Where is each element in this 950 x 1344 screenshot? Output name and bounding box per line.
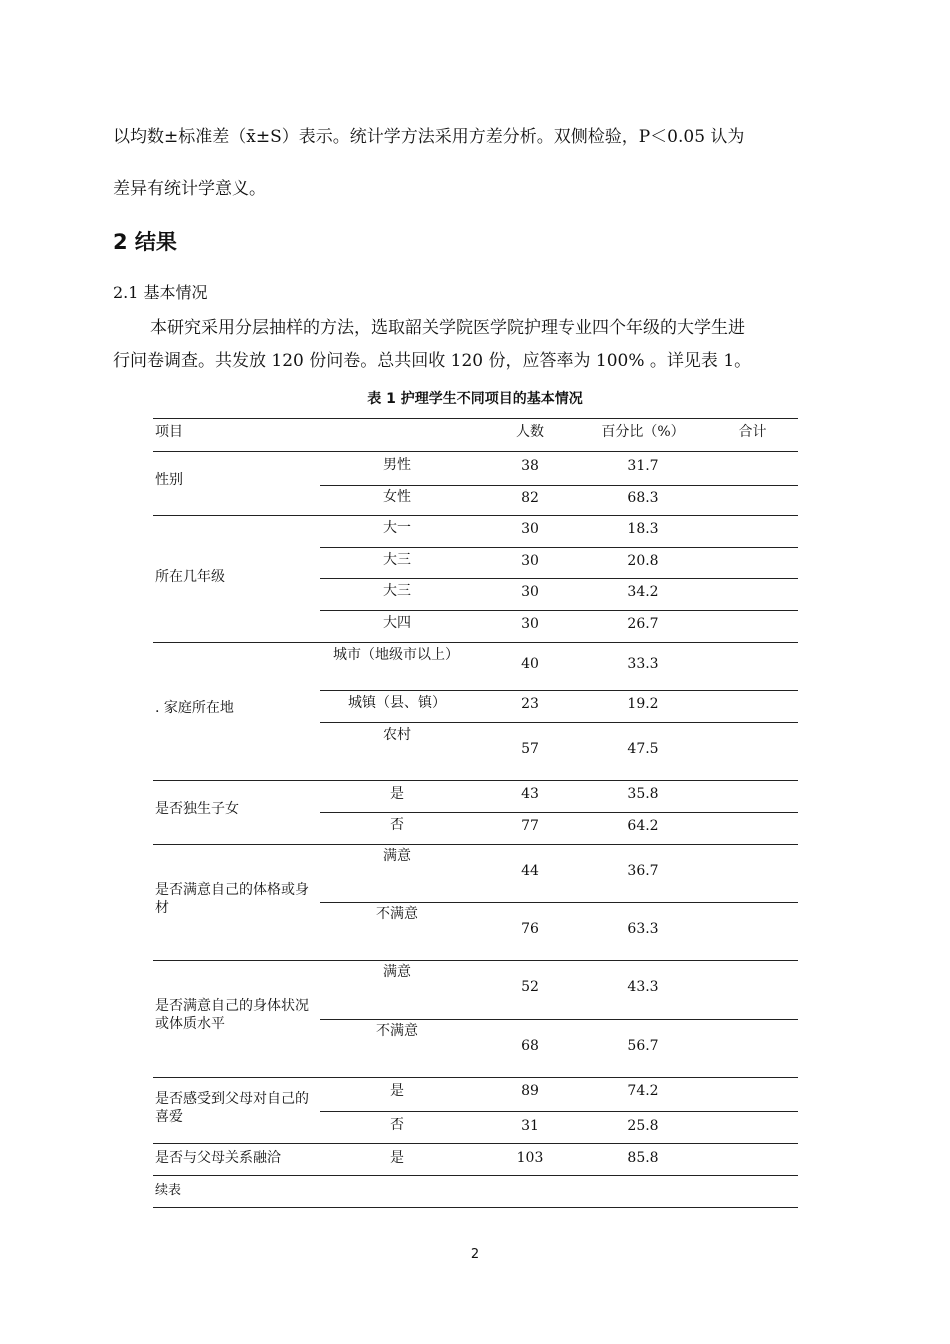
count-cell: 30 <box>521 616 539 632</box>
percent-cell: 64.2 <box>627 818 659 834</box>
table-header-total: 合计 <box>738 424 767 440</box>
percent-cell: 35.8 <box>627 786 659 802</box>
percent-cell: 19.2 <box>627 696 659 712</box>
count-cell: 52 <box>521 979 539 995</box>
paragraph-line: 本研究采用分层抽样的方法，选取韶关学院医学院护理专业四个年级的大学生进 <box>150 318 745 338</box>
paragraph-line: 行问卷调查。共发放 120 份问卷。总共回收 120 份，应答率为 100% 。详见表 1。 <box>113 351 752 371</box>
count-cell: 43 <box>521 786 539 802</box>
percent-cell: 34.2 <box>627 584 659 600</box>
option-cell: 城市（地级市以上） <box>333 647 459 663</box>
percent-cell: 43.3 <box>627 979 659 995</box>
count-cell: 89 <box>521 1083 539 1099</box>
option-cell: 满意 <box>383 848 411 864</box>
row-rule <box>320 578 798 579</box>
option-cell: 否 <box>390 817 404 833</box>
percent-cell: 18.3 <box>627 521 659 537</box>
group-rule <box>153 844 798 845</box>
group-label: 是否独生子女 <box>155 801 239 817</box>
row-rule <box>320 1111 798 1112</box>
option-cell: 大三 <box>383 552 411 568</box>
table-top-rule <box>153 418 798 419</box>
option-cell: 是 <box>390 1083 404 1099</box>
percent-cell: 31.7 <box>627 458 659 474</box>
row-rule <box>320 722 798 723</box>
percent-cell: 33.3 <box>627 656 659 672</box>
row-rule <box>320 812 798 813</box>
group-label: 是否满意自己的体格或身材 <box>155 882 309 916</box>
percent-cell: 56.7 <box>627 1038 659 1054</box>
percent-cell: 25.8 <box>627 1118 659 1134</box>
option-cell: 否 <box>390 1117 404 1133</box>
count-cell: 77 <box>521 818 539 834</box>
subsection-heading: 2.1 基本情况 <box>113 283 208 302</box>
paragraph-line: 差异有统计学意义。 <box>113 179 266 199</box>
option-cell: 大一 <box>383 520 411 536</box>
group-label: 性别 <box>155 472 183 488</box>
option-cell: 大四 <box>383 615 411 631</box>
group-label: 所在几年级 <box>155 569 225 585</box>
group-rule <box>153 642 798 643</box>
option-cell: 城镇（县、镇） <box>348 695 446 711</box>
option-cell: 满意 <box>383 964 411 980</box>
option-cell: 农村 <box>383 727 411 743</box>
option-cell: 不满意 <box>376 1023 418 1039</box>
group-label: 是否满意自己的身体状况或体质水平 <box>155 998 309 1032</box>
table-bottom-rule <box>153 1207 798 1208</box>
option-cell: 不满意 <box>376 906 418 922</box>
option-cell: 大三 <box>383 583 411 599</box>
row-rule <box>320 610 798 611</box>
percent-cell: 26.7 <box>627 616 659 632</box>
section-heading: 2 结果 <box>113 230 177 254</box>
percent-cell: 36.7 <box>627 863 659 879</box>
group-rule <box>153 1077 798 1078</box>
count-cell: 82 <box>521 490 539 506</box>
row-rule <box>320 690 798 691</box>
group-label: 是否感受到父母对自己的喜爱 <box>155 1091 309 1125</box>
table-header-count: 人数 <box>516 424 544 440</box>
group-rule <box>153 1175 798 1176</box>
continued-label: 续表 <box>155 1183 182 1198</box>
count-cell: 30 <box>521 584 539 600</box>
group-rule <box>153 515 798 516</box>
paragraph-line: 以均数±标准差（x̄±S）表示。统计学方法采用方差分析。双侧检验，P＜0.05 认为 <box>113 127 745 147</box>
row-rule <box>320 485 798 486</box>
page-number: 2 <box>470 1247 480 1262</box>
group-label: 是否与父母关系融洽 <box>155 1150 281 1166</box>
count-cell: 40 <box>521 656 539 672</box>
group-rule <box>153 1143 798 1144</box>
table-header-item: 项目 <box>155 424 183 440</box>
option-cell: 女性 <box>383 489 411 505</box>
group-label: . 家庭所在地 <box>155 700 234 716</box>
percent-cell: 47.5 <box>627 741 659 757</box>
option-cell: 是 <box>390 786 404 802</box>
row-rule <box>320 1019 798 1020</box>
count-cell: 76 <box>521 921 539 937</box>
count-cell: 38 <box>521 458 539 474</box>
percent-cell: 63.3 <box>627 921 659 937</box>
count-cell: 30 <box>521 553 539 569</box>
table-caption: 表 1 护理学生不同项目的基本情况 <box>367 391 583 407</box>
percent-cell: 68.3 <box>627 490 659 506</box>
table-header-rule <box>153 451 798 452</box>
count-cell: 103 <box>516 1150 544 1166</box>
count-cell: 57 <box>521 741 539 757</box>
count-cell: 44 <box>521 863 539 879</box>
percent-cell: 85.8 <box>627 1150 659 1166</box>
count-cell: 23 <box>521 696 539 712</box>
count-cell: 68 <box>521 1038 539 1054</box>
table-header-percent: 百分比（%） <box>601 424 685 440</box>
percent-cell: 20.8 <box>627 553 659 569</box>
group-rule <box>153 780 798 781</box>
option-cell: 男性 <box>383 457 411 473</box>
row-rule <box>320 902 798 903</box>
group-rule <box>153 960 798 961</box>
option-cell: 是 <box>390 1150 404 1166</box>
count-cell: 31 <box>521 1118 539 1134</box>
count-cell: 30 <box>521 521 539 537</box>
percent-cell: 74.2 <box>627 1083 659 1099</box>
row-rule <box>320 547 798 548</box>
